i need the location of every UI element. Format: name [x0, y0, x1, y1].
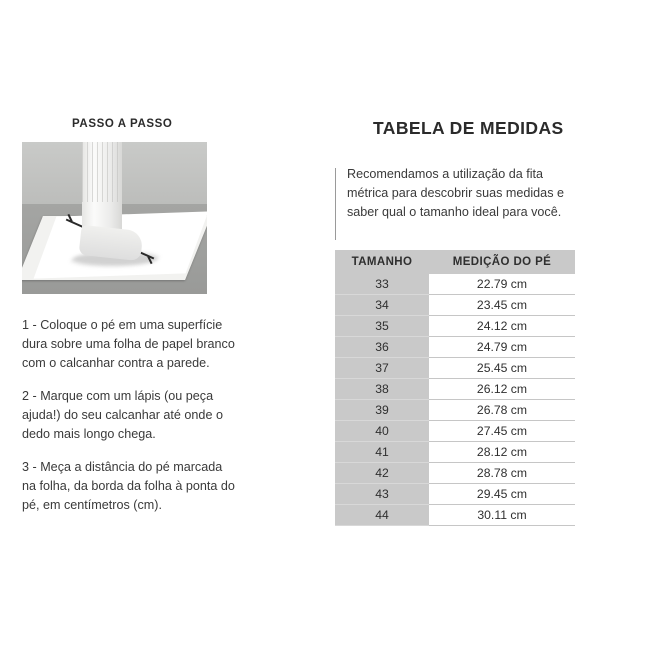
- table-row: [335, 316, 575, 337]
- column-header-size: TAMANHO: [335, 250, 429, 274]
- size-table-body: [335, 274, 575, 526]
- cell-size: 39: [335, 400, 429, 421]
- table-row: [335, 463, 575, 484]
- table-header-row: [335, 250, 575, 274]
- table-row: [335, 442, 575, 463]
- cell-size: 40: [335, 421, 429, 442]
- size-table-head: [335, 250, 575, 274]
- cell-size: 35: [335, 316, 429, 337]
- table-row: [335, 400, 575, 421]
- step-text-1: 1 - Coloque o pé em uma superfície dura sobre uma folha de papel branco com o calcanhar contra a parede.: [22, 318, 235, 370]
- cell-measurement: 25.45 cm: [429, 358, 575, 379]
- column-header-measurement: MEDIÇÃO DO PÉ: [429, 250, 575, 274]
- cell-measurement: 26.78 cm: [429, 400, 575, 421]
- table-row: [335, 337, 575, 358]
- cell-measurement: 30.11 cm: [429, 505, 575, 526]
- step-text-2: 2 - Marque com um lápis (ou peça ajuda!) do seu calcanhar até onde o dedo mais longo chega.: [22, 389, 223, 441]
- intro-block: [335, 165, 635, 222]
- step-by-step-section: [22, 118, 252, 515]
- cell-measurement: 23.45 cm: [429, 295, 575, 316]
- cell-size: 44: [335, 505, 429, 526]
- table-row: [335, 484, 575, 505]
- cell-size: 37: [335, 358, 429, 379]
- photo-sock-texture: [82, 142, 122, 202]
- step-by-step-title: PASSO A PASSO: [72, 118, 173, 130]
- cell-measurement: 28.78 cm: [429, 463, 575, 484]
- step-text-3: 3 - Meça a distância do pé marcada na folha, da borda da folha à ponta do pé, em centímetros (cm).: [22, 460, 235, 512]
- table-row: [335, 505, 575, 526]
- cell-measurement: 29.45 cm: [429, 484, 575, 505]
- cell-measurement: 26.12 cm: [429, 379, 575, 400]
- cell-measurement: 24.12 cm: [429, 316, 575, 337]
- cell-measurement: 27.45 cm: [429, 421, 575, 442]
- cell-size: 41: [335, 442, 429, 463]
- cell-size: 36: [335, 337, 429, 358]
- size-table: [335, 250, 575, 526]
- intro-vertical-rule: [335, 168, 336, 240]
- page-title: TABELA DE MEDIDAS: [373, 118, 564, 138]
- cell-size: 43: [335, 484, 429, 505]
- table-row: [335, 421, 575, 442]
- table-row: [335, 274, 575, 295]
- cell-size: 42: [335, 463, 429, 484]
- cell-measurement: 28.12 cm: [429, 442, 575, 463]
- cell-measurement: 22.79 cm: [429, 274, 575, 295]
- cell-size: 34: [335, 295, 429, 316]
- cell-size: 33: [335, 274, 429, 295]
- table-row: [335, 295, 575, 316]
- foot-measure-photo: [22, 142, 207, 294]
- measurements-section: [335, 118, 635, 526]
- cell-size: 38: [335, 379, 429, 400]
- table-row: [335, 379, 575, 400]
- intro-text: Recomendamos a utilização da fita métrica para descobrir suas medidas e saber qual o tamanho ideal para você.: [347, 167, 564, 219]
- table-row: [335, 358, 575, 379]
- cell-measurement: 24.79 cm: [429, 337, 575, 358]
